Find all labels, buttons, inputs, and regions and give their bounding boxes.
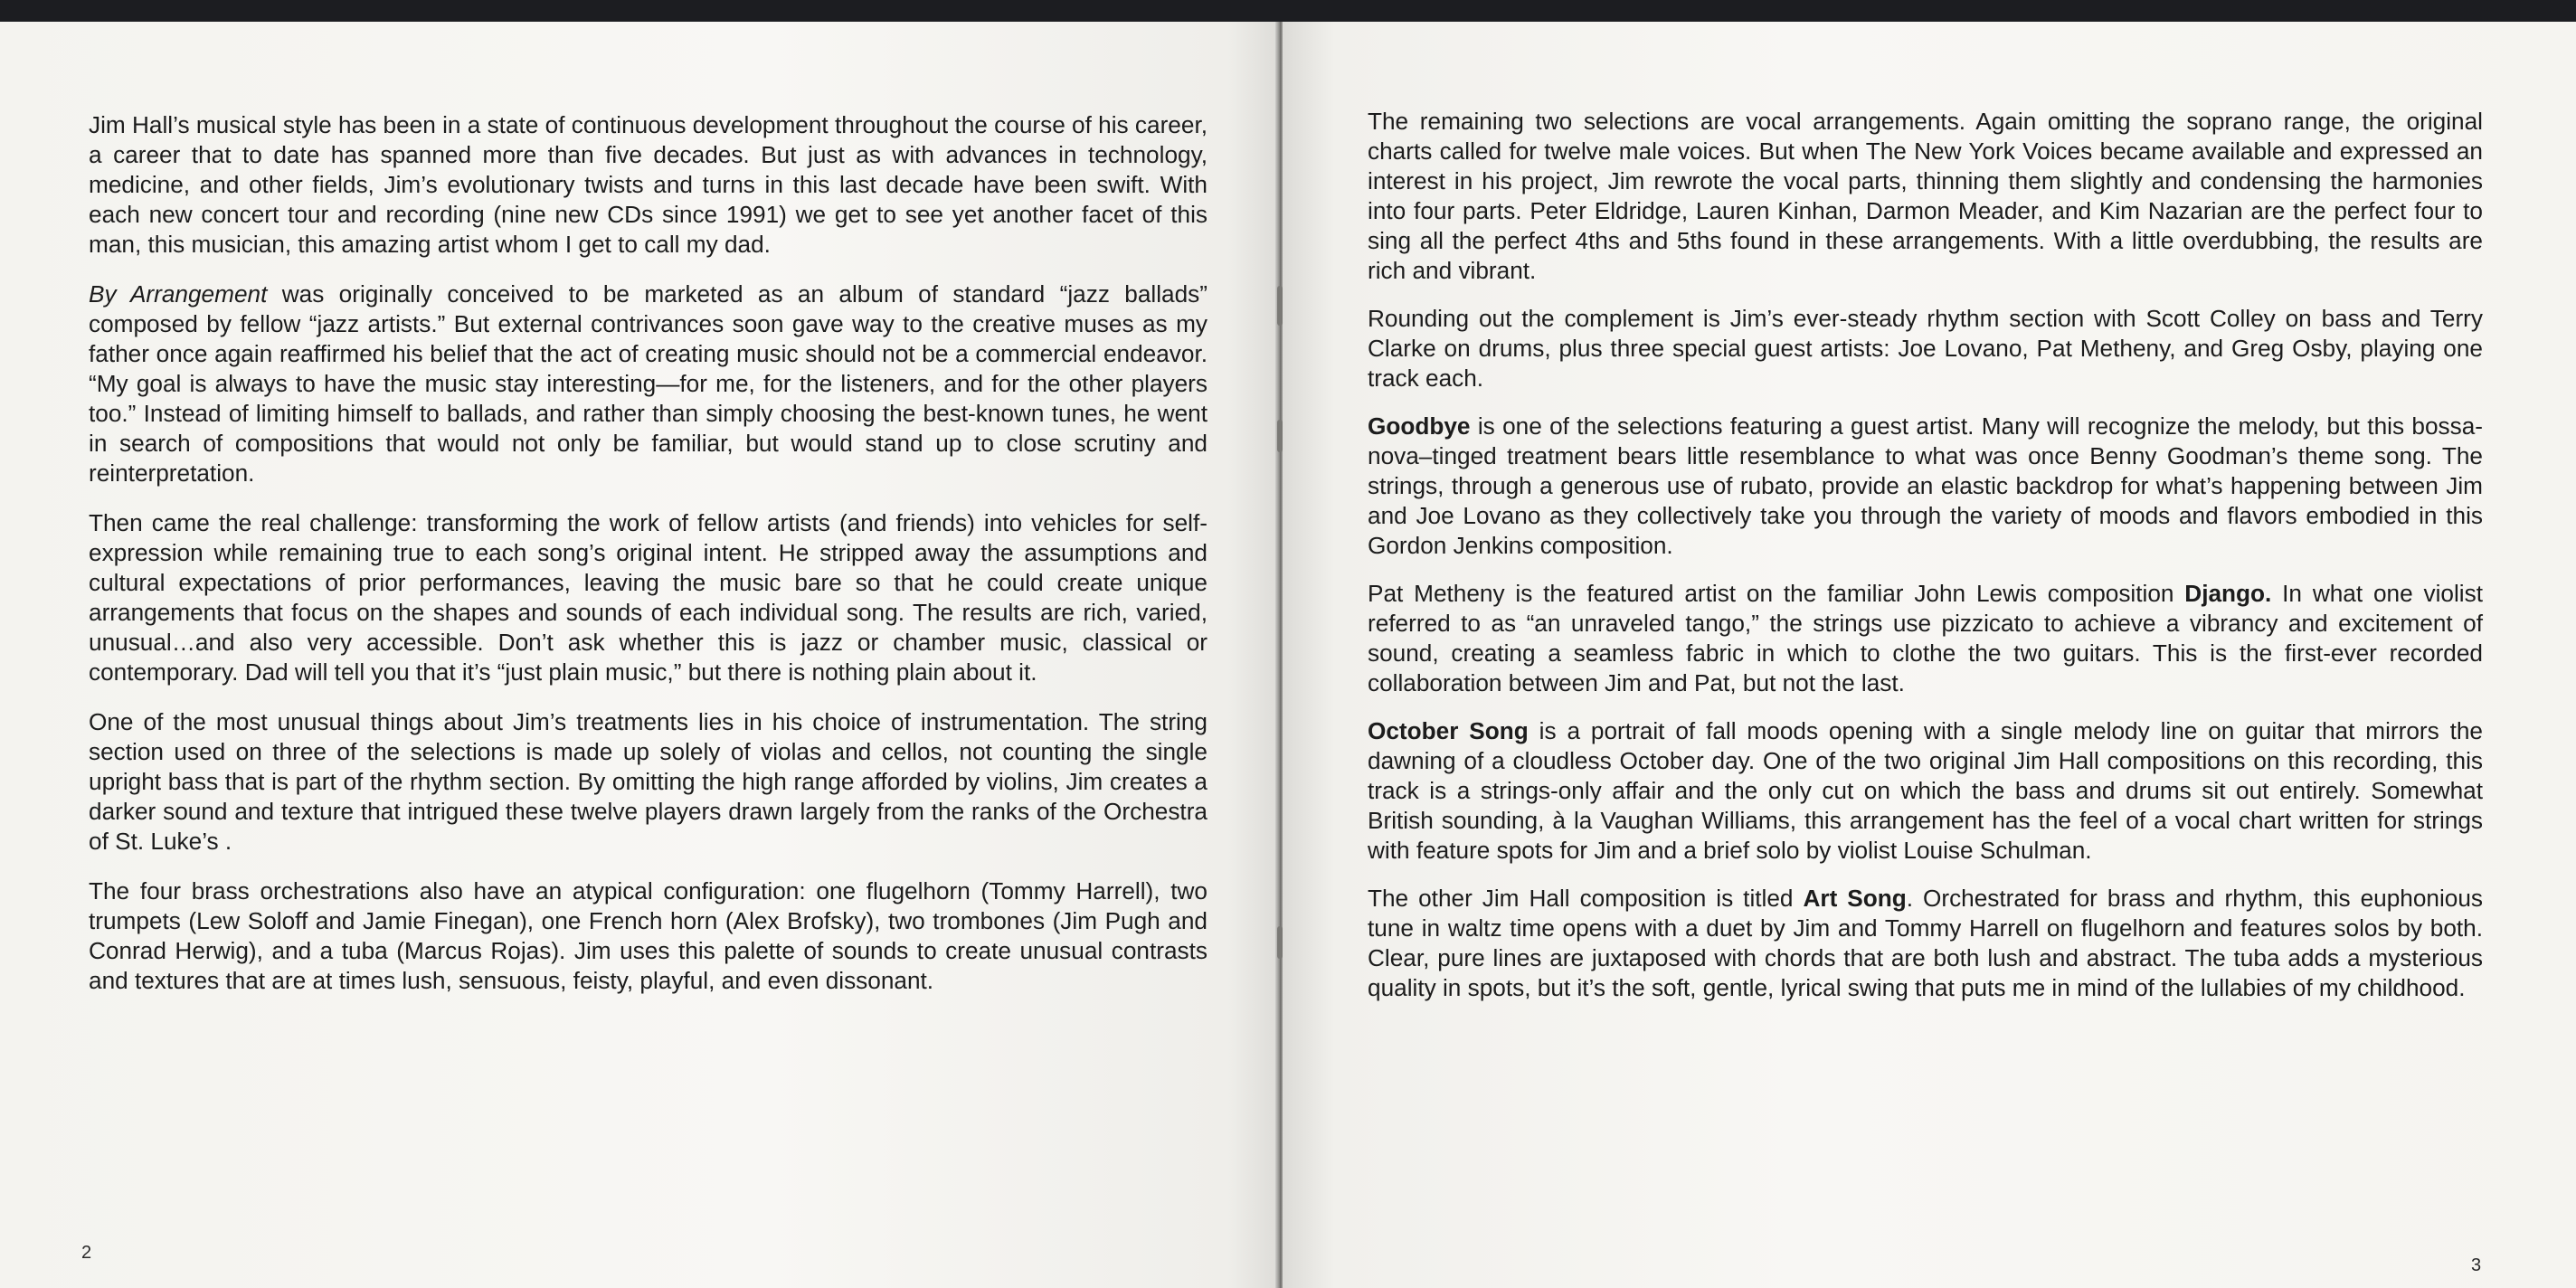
page-number-right: 3 — [2471, 1255, 2482, 1275]
page-number-left: 2 — [81, 1243, 92, 1263]
track-title-bold: October Song — [1368, 717, 1529, 744]
paragraph-text: . Orchestrated for brass and rhythm, this euphonious tune in waltz time opens with a duet by Jim and Tommy Harrell on flugelhorn and features solos by both. Clear, pure lines are juxtaposed with chords that are both lush and abstract. The tuba adds a mysterious quality in spots, but it’s the soft, gentle, lyrical swing that puts me in mind of the lullabies of my childhood. — [1368, 885, 2484, 1001]
paragraph-text: One of the most unusual things about Jim’s treatments lies in his choice of instrumentation. The string section used on three of the selections is made up solely of violas and cellos, not counting the single upright bass that is part of the rhythm section. By omitting the high range afforded by violins, Jim creates a darker sound and texture that intrigued these twelve players drawn largely from the ranks of the Orchestra of St. Luke’s . — [89, 708, 1208, 855]
paragraph-challenge — [89, 508, 1208, 687]
scan-top-border — [0, 0, 2576, 22]
paragraph-text: The remaining two selections are vocal arrangements. Again omitting the soprano range, the original charts called for twelve male voices. But when The New York Voices became available and expressed an interest in his project, Jim rewrote the vocal parts, thinning them slightly and condensing the harmonies into four parts. Peter Eldridge, Lauren Kinhan, Darmon Meader, and Kim Nazarian are the perfect four to sing all the perfect 4ths and 5ths found in these arrangements. With a little overdubbing, the results are rich and vibrant. — [1368, 108, 2483, 284]
paragraph-text: In what one violist referred to as “an unraveled tango,” the strings use pizzicato to achieve a vibrancy and excitement of sound, creating a seamless fabric in which to clothe the two guitars. This is the first-ever recorded collaboration between Jim and Pat, but not the last. — [1368, 580, 2483, 696]
paragraph-rhythm-section — [1368, 304, 2483, 393]
paragraph-text: is one of the selections featuring a guest artist. Many will recognize the melody, but this bossa-nova–tinged treatment bears little resemblance to what was once Benny Goodman’s theme song. The strings, through a generous use of rubato, provide an elastic backdrop for what’s happening between Jim and Joe Lovano as they collectively take you through the variety of moods and flavors embodied in this Gordon Jenkins composition. — [1368, 412, 2483, 559]
paragraph-text: was originally conceived to be marketed as an album of standard “jazz ballads” composed by fellow “jazz artists.” But external contrivances soon gave way to the creative muses as my father once again reaffirmed his belief that the act of creating music should not be a commercial endeavor. “My goal is always to have the music stay interesting—for me, for the listeners, and for the other players too.” Instead of limiting himself to ballads, and rather than simply choosing the best-known tunes, he went in search of compositions that would not only be familiar, but would stand up to close scrutiny and reinterpretation. — [89, 280, 1208, 487]
right-page — [1283, 22, 2576, 1288]
booklet-spread — [0, 22, 2576, 1288]
right-page-text-column — [1368, 107, 2483, 1021]
paragraph-text: Then came the real challenge: transforming the work of fellow artists (and friends) into vehicles for self-expression while remaining true to each song’s original intent. He stripped away the assumptions and cultural expectations of prior performances, leaving the music bare so that he could create unique arrangements that focus on the shapes and sounds of each individual song. The results are rich, varied, unusual…and also very accessible. Don’t ask whether this is jazz or chamber music, classical or contemporary. Dad will tell you that it’s “just plain music,” but there is nothing plain about it. — [89, 509, 1208, 686]
paragraph-text: The four brass orchestrations also have an atypical configuration: one flugelhorn (Tommy Harrell), two trumpets (Lew Soloff and Jamie Finegan), one French horn (Alex Brofsky), two trombones (Jim Pugh and Conrad Herwig), and a tuba (Marcus Rojas). Jim uses this palette of sounds to create unusual contrasts and textures that are at times lush, sensuous, feisty, playful, and even dissonant. — [89, 877, 1208, 994]
paragraph-text: Pat Metheny is the featured artist on the familiar John Lewis composition — [1368, 580, 2185, 607]
paragraph-text: Jim Hall’s musical style has been in a state of continuous development throughout the course of his career, a career that to date has spanned more than five decades. But just as with advances in technology, medicine, and other fields, Jim’s evolutionary twists and turns in this last decade have been swift. With each new concert tour and recording (nine new CDs since 1991) we get to see yet another facet of this man, this musician, this amazing artist whom I get to call my dad. — [89, 111, 1208, 258]
left-page-text-column — [89, 110, 1208, 1016]
paragraph-art-song — [1368, 884, 2483, 1003]
paragraph-instrumentation — [89, 707, 1208, 857]
album-title-italic: By Arrangement — [89, 280, 268, 308]
left-page — [0, 22, 1279, 1288]
paragraph-text: The other Jim Hall composition is titled — [1368, 885, 1804, 912]
paragraph-october-song — [1368, 716, 2483, 866]
track-title-bold: Goodbye — [1368, 412, 1471, 440]
paragraph-text: Rounding out the complement is Jim’s ever-steady rhythm section with Scott Colley on bass and Terry Clarke on drums, plus three special guest artists: Joe Lovano, Pat Metheny, and Greg Osby, playing one track each. — [1368, 305, 2483, 392]
paragraph-django — [1368, 579, 2483, 698]
paragraph-intro — [89, 110, 1208, 260]
paragraph-goodbye — [1368, 412, 2483, 561]
paragraph-vocal — [1368, 107, 2483, 286]
track-title-bold: Django. — [2184, 580, 2272, 607]
paragraph-by-arrangement — [89, 279, 1208, 488]
paragraph-text: is a portrait of fall moods opening with a single melody line on guitar that mirrors the dawning of a cloudless October day. One of the two original Jim Hall compositions on this recording, this track is a strings-only affair and the only cut on which the bass and drums sit out entirely. Somewhat British sounding, à la Vaughan Williams, this arrangement has the feel of a vocal chart written for strings with feature spots for Jim and a brief solo by violist Louise Schulman. — [1368, 717, 2484, 864]
paragraph-brass — [89, 876, 1208, 996]
track-title-bold: Art Song — [1803, 885, 1907, 912]
